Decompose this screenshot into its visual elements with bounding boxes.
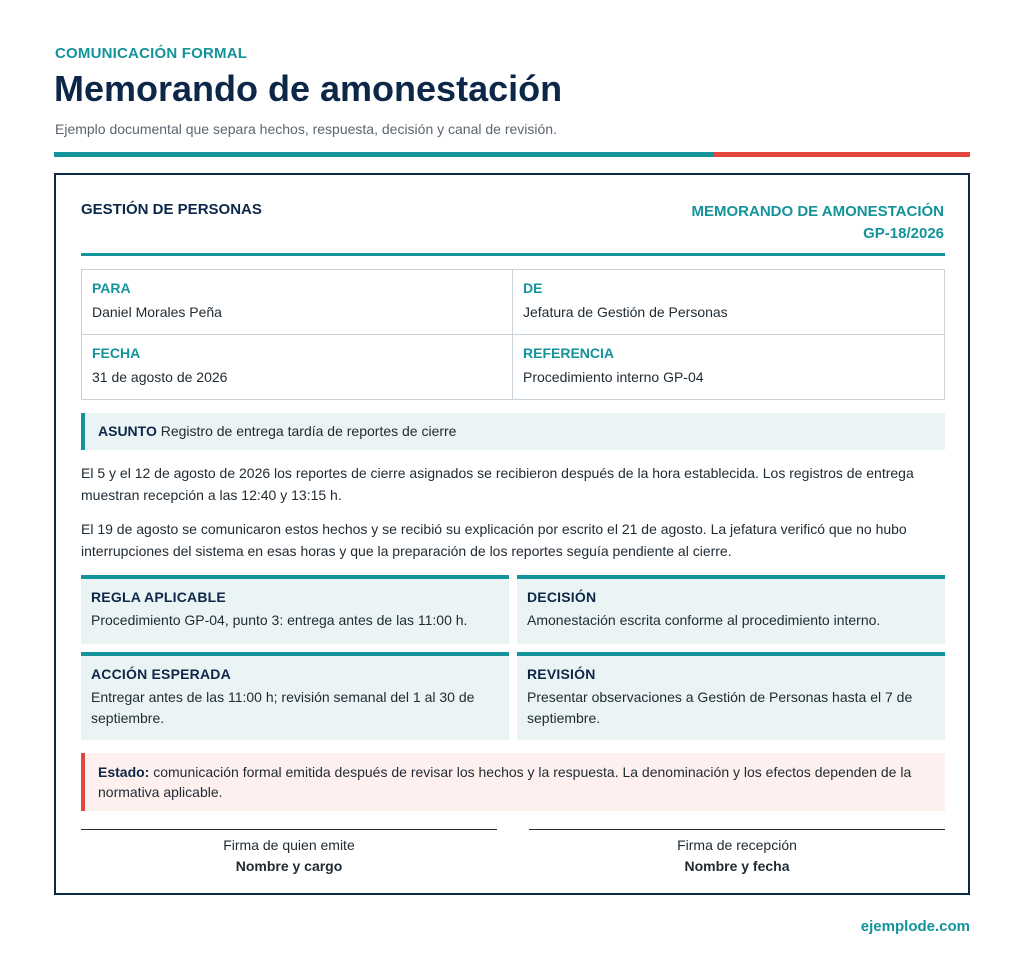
meta-cell-de <box>513 270 944 335</box>
meta-value-para: Daniel Morales Peña <box>92 304 222 320</box>
card-title: REVISIÓN <box>527 666 596 682</box>
card-title: DECISIÓN <box>527 589 597 605</box>
meta-label-para: PARA <box>92 280 131 296</box>
page-subtitle: Ejemplo documental que separa hechos, respuesta, decisión y canal de revisión. <box>55 121 557 137</box>
meta-cell-referencia <box>513 335 944 400</box>
signature-receiver <box>529 829 945 874</box>
signature-label: Firma de recepción <box>677 837 797 853</box>
signature-name: Nombre y fecha <box>684 858 790 874</box>
status-label: Estado: <box>98 764 150 780</box>
card-rule <box>81 575 509 644</box>
card-body: Procedimiento GP-04, punto 3: entrega antes de las 11:00 h. <box>91 612 468 628</box>
status-text: comunicación formal emitida después de revisar los hechos y la respuesta. La denominación y los efectos dependen de la normativa aplicable. <box>98 764 912 800</box>
meta-cell-fecha <box>82 335 513 400</box>
subject-box <box>81 413 945 450</box>
memo-header-divider <box>81 253 945 256</box>
header-divider <box>54 152 970 157</box>
card-expected-action <box>81 652 509 740</box>
divider-red-segment <box>714 152 970 157</box>
divider-teal-segment <box>54 152 714 157</box>
signature-label: Firma de quien emite <box>223 837 355 853</box>
memo-identifier <box>692 201 945 245</box>
signature-issuer <box>81 829 497 874</box>
meta-label-fecha: FECHA <box>92 344 141 361</box>
meta-cell-para <box>82 270 513 335</box>
subject-label: ASUNTO <box>98 423 157 439</box>
meta-value-fecha: 31 de agosto de 2026 <box>92 368 228 385</box>
section-kicker: COMUNICACIÓN FORMAL <box>55 45 248 62</box>
card-review <box>517 652 945 740</box>
meta-value-referencia: Procedimiento interno GP-04 <box>523 368 704 385</box>
memo-document <box>54 173 970 895</box>
card-body: Presentar observaciones a Gestión de Personas hasta el 7 de septiembre. <box>527 689 913 726</box>
card-title: REGLA APLICABLE <box>91 589 226 605</box>
page-title: Memorando de amonestación <box>54 68 563 109</box>
memo-type-label: MEMORANDO DE AMONESTACIÓN <box>691 203 944 220</box>
card-title: ACCIÓN ESPERADA <box>91 666 231 682</box>
card-body: Entregar antes de las 11:00 h; revisión semanal del 1 al 30 de septiembre. <box>91 689 475 726</box>
signature-name: Nombre y cargo <box>235 858 343 874</box>
meta-value-de: Jefatura de Gestión de Personas <box>523 304 728 320</box>
card-decision <box>517 575 945 644</box>
memo-meta-table <box>81 269 945 400</box>
organization-name: GESTIÓN DE PERSONAS <box>81 201 262 218</box>
meta-label-referencia: REFERENCIA <box>523 344 615 361</box>
subject-value: Registro de entrega tardía de reportes de cierre <box>160 423 457 439</box>
meta-label-de: DE <box>523 280 543 296</box>
body-paragraph: El 5 y el 12 de agosto de 2026 los reportes de cierre asignados se recibieron después de la hora establecida. Los registros de entrega muestran recepción a las 12:40 y 13:15 h. <box>81 465 914 503</box>
memo-code: GP-18/2026 <box>863 225 944 242</box>
body-paragraph: El 19 de agosto se comunicaron estos hechos y se recibió su explicación por escrito el 21 de agosto. La jefatura verificó que no hubo interrupciones del sistema en esas horas y que la preparación de los reportes seguía pendiente al cierre. <box>81 521 907 559</box>
card-body: Amonestación escrita conforme al procedimiento interno. <box>527 612 881 628</box>
memo-cards <box>81 575 945 740</box>
footer-site-link[interactable]: ejemplode.com <box>860 918 970 935</box>
status-note <box>81 753 945 811</box>
